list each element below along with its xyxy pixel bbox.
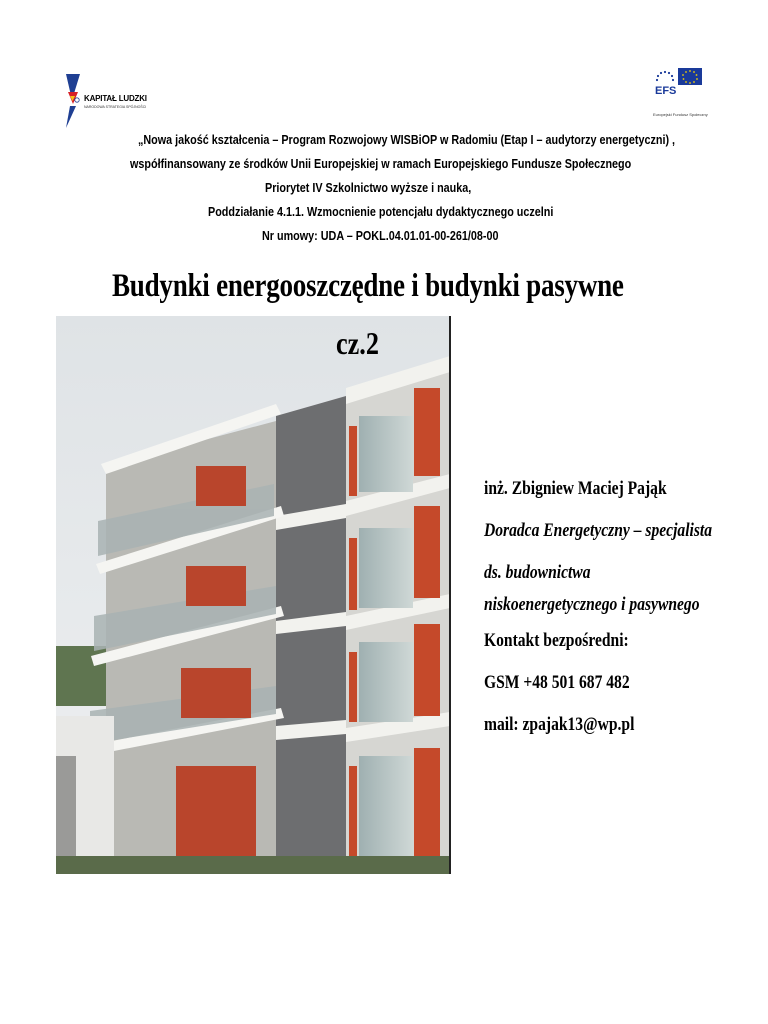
page-subtitle: cz.2 (336, 325, 379, 361)
phone-number: GSM +48 501 687 482 (484, 672, 630, 693)
author-role: Doradca Energetyczny – specjalista (484, 520, 713, 541)
author-name: inż. Zbigniew Maciej Pająk (484, 478, 667, 499)
email-address: mail: zpajak13@wp.pl (484, 714, 635, 735)
author-specialty-detail: niskoenergetycznego i pasywnego (484, 594, 700, 615)
kapital-ludzki-emblem-icon (64, 70, 84, 132)
photo-border (449, 316, 451, 874)
contact-label: Kontakt bezpośredni: (484, 630, 629, 651)
efs-caption: Europejski Fundusz Społeczny (653, 112, 708, 117)
page-title: Budynki energooszczędne i budynki pasywne (112, 268, 624, 304)
cofinancing-line: współfinansowany ze środków Unii Europejskiej w ramach Europejskiego Fundusze Społecznego (130, 156, 632, 171)
kapital-ludzki-logo (64, 70, 147, 132)
building-photo (56, 316, 450, 874)
kapital-ludzki-subtitle: NARODOWA STRATEGIA SPÓJNOŚCI (84, 105, 147, 109)
kapital-ludzki-title: KAPITAŁ LUDZKI (84, 94, 147, 103)
contract-number-line: Nr umowy: UDA – POKL.04.01.01-00-261/08-00 (262, 228, 499, 243)
efs-emblem-icon (648, 62, 708, 112)
author-specialty: ds. budownictwa (484, 562, 591, 583)
project-title-line: „Nowa jakość kształcenia – Program Rozwojowy WISBiOP w Radomiu (Etap I – audytorzy energetyczni) , (138, 132, 676, 147)
efs-logo (648, 62, 708, 126)
efs-mark: EFS (655, 85, 677, 97)
priority-line: Priorytet IV Szkolnictwo wyższe i nauka, (265, 180, 472, 195)
subaction-line: Poddziałanie 4.1.1. Wzmocnienie potencjału dydaktycznego uczelni (208, 204, 554, 219)
